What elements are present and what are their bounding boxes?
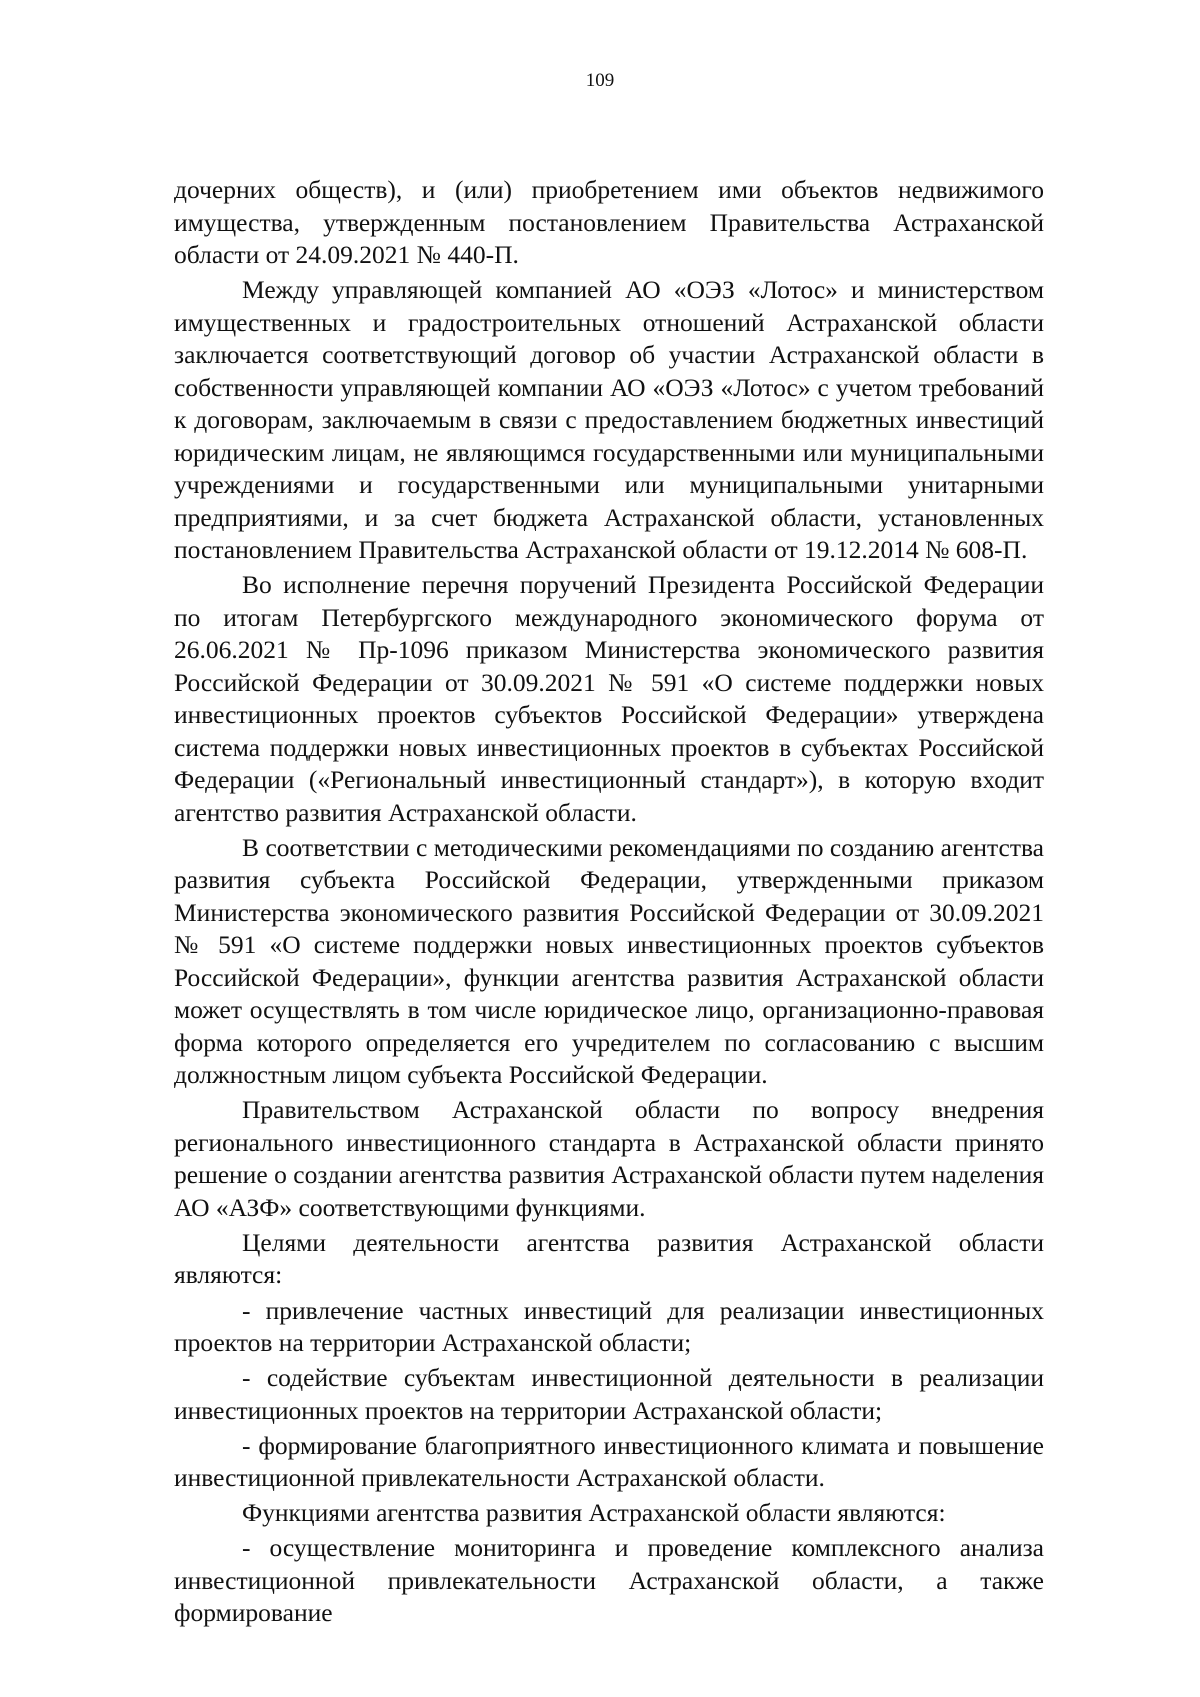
paragraph-president-instructions: Во исполнение перечня поручений Президента Российской Федерации по итогам Петербургского международного экономического форума от 26.06.2021 № Пр-1096 приказом Министерства экономического развития Российской Федерации от 30.09.2021 № 591 «О системе поддержки новых инвестиционных проектов субъектов Российской Федерации» утверждена система поддержки новых инвестиционных проектов в субъектах Российской Федерации («Региональный инвестиционный стандарт»), в которую входит агентство развития Астраханской области. [174,570,1044,827]
list-item-goal: - содействие субъектам инвестиционной деятельности в реализации инвестиционных проектов на территории Астраханской области; [174,1363,1044,1425]
list-item-function: - осуществление мониторинга и проведение комплексного анализа инвестиционной привлекательности Астраханской области, а также формирование [174,1533,1044,1628]
paragraph-methodical-recommendations: В соответствии с методическими рекомендациями по созданию агентства развития субъекта Российской Федерации, утвержденными приказом Министерства экономического развития Российской Федерации от 30.09.2021 № 591 «О системе поддержки новых инвестиционных проектов субъектов Российской Федерации», функции агентства развития Астраханской области может осуществлять в том числе юридическое лицо, организационно-правовая форма которого определяется его учредителем по согласованию с высшим должностным лицом субъекта Российской Федерации. [174,832,1044,1090]
paragraph-functions-heading: Функциями агентства развития Астраханской области являются: [242,1498,946,1528]
paragraph-goals-heading: Целями деятельности агентства развития Астраханской области являются: [174,1227,1044,1290]
paragraph-government-decision: Правительством Астраханской области по вопросу внедрения регионального инвестиционного стандарта в Астраханской области принято решение о создании агентства развития Астраханской области путем наделения АО «АЗФ» соответствующими функциями. [174,1095,1044,1222]
list-item-goal: - формирование благоприятного инвестиционного климата и повышение инвестиционной привлекательности Астраханской области. [174,1430,1044,1493]
paragraph-continuation: дочерних обществ), и (или) приобретением ими объектов недвижимого имущества, утвержденным постановлением Правительства Астраханской области от 24.09.2021 № 440-П. [174,175,1044,269]
list-item-goal: - привлечение частных инвестиций для реализации инвестиционных проектов на территории Астраханской области; [174,1295,1044,1358]
document-body [174,174,1044,1633]
page-number: 109 [585,70,615,91]
paragraph-lotos-agreement: Между управляющей компанией АО «ОЭЗ «Лотос» и министерством имущественных и градостроительных отношений Астраханской области заключается соответствующий договор об участии Астраханской области в собственности управляющей компании АО «ОЭЗ «Лотос» с учетом требований к договорам, заключаемым в связи с предоставлением бюджетных инвестиций юридическим лицам, не являющимся государственными или муниципальными учреждениями и государственными или муниципальными унитарными предприятиями, и за счет бюджета Астраханской области, установленных постановлением Правительства Астраханской области от 19.12.2014 № 608-П. [174,275,1044,565]
